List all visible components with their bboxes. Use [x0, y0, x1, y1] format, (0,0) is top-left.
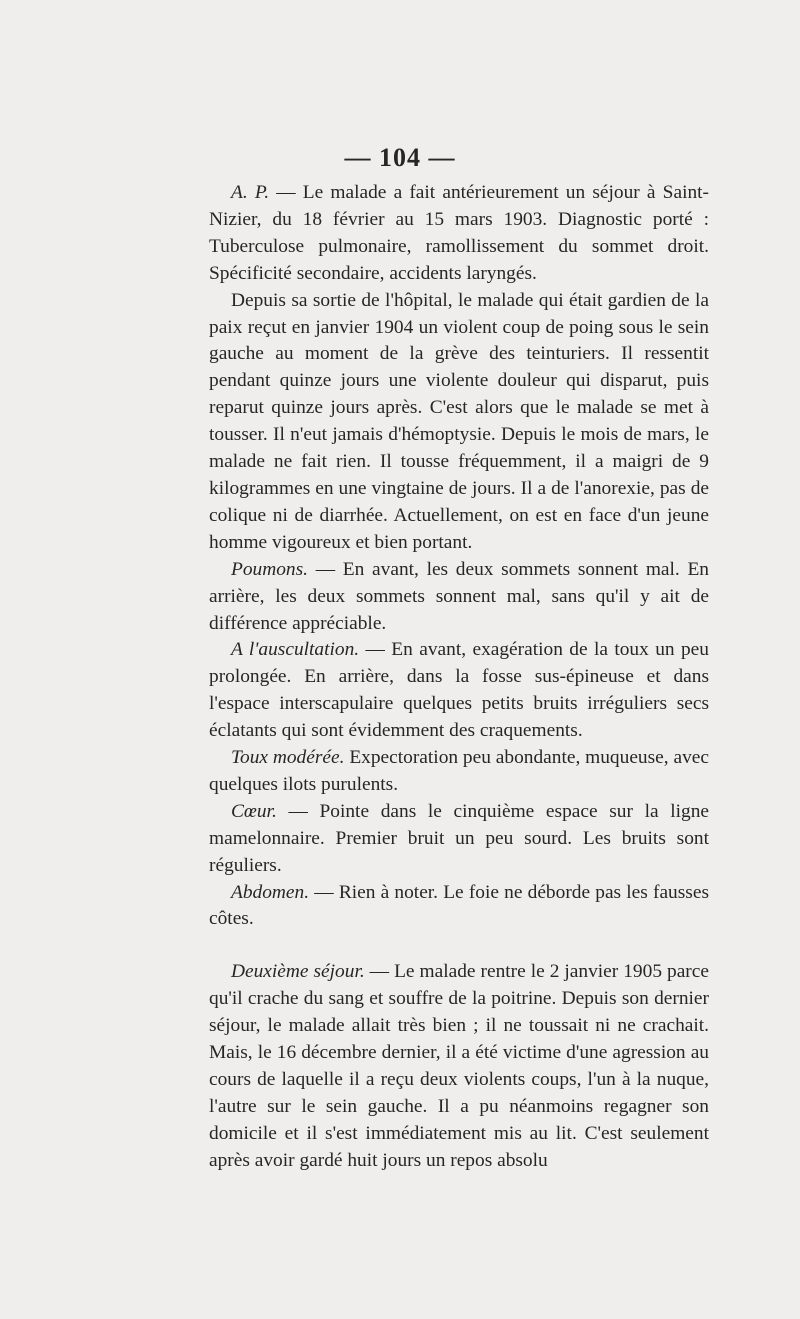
paragraph-lead: Toux modérée. [231, 747, 345, 769]
page-number: — 104 — [344, 143, 456, 172]
paragraph-lead: Abdomen. [231, 881, 310, 903]
paragraph-lead: Cœur. [231, 800, 277, 822]
paragraph-text: Expectoration peu abondante, muqueuse, avec quelques ilots purulents. [209, 747, 709, 795]
paragraph-text: Depuis sa sortie de l'hôpital, le malade qui était gardien de la paix reçut en janvier 1904 un violent coup de poing sous le sein gauche au moment de la grève des teinturiers. Il ressentit pendant quinze jours une violente douleur qui disparut, puis reparut quinze jours après. C'est alors que le malade se met à tousser. Il n'eut jamais d'hémoptysie. Depuis le mois de mars, le malade ne fait rien. Il tousse fréquemment, il a maigri de 9 kilogrammes en une vingtaine de jours. Il a de l'anorexie, pas de colique ni de diarrhée. Actuellement, on est en face d'un jeune homme vigoureux et bien portant. [209, 289, 709, 553]
paragraph-text: — Le malade rentre le 2 janvier 1905 parce qu'il crache du sang et souffre de la poitrine. Depuis son dernier séjour, le malade allait très bien ; il ne toussait ni ne crachait. Mais, le 16 décembre dernier, il a été victime d'une agression au cours de laquelle il a reçu deux violents coups, l'un à la nuque, l'autre sur le sein gauche. Il a pu néanmoins regagner son domicile et il s'est immédiatement mis au lit. C'est seulement après avoir gardé huit jours un repos absolu [209, 961, 709, 1171]
paragraph-lead: A. P. [231, 182, 270, 203]
paragraph-coeur [209, 799, 709, 880]
paragraph-lead: Poumons. [231, 558, 309, 580]
paragraph-auscultation [209, 637, 709, 745]
paragraph-toux [209, 745, 709, 799]
paragraph-poumons [209, 557, 709, 638]
paragraph-abdomen [209, 880, 709, 934]
paragraph-text: — En avant, les deux sommets sonnent mal. En arrière, les deux sommets sonnent mal, sans qu'il y ait de différence appréciable. [209, 558, 709, 634]
paragraph-text: — Rien à noter. Le foie ne déborde pas les fausses côtes. [209, 881, 709, 930]
paragraph-text: — Le malade a fait antérieurement un séjour à Saint-Nizier, du 18 février au 15 mars 1903. Diagnostic porté : Tuberculose pulmonaire, ramollissement du sommet droit. Spécificité secondaire, accidents laryngés. [209, 182, 710, 284]
paragraph-case-intro [209, 180, 709, 288]
paragraph-lead: A l'auscultation. [231, 639, 360, 661]
paragraph-history [209, 288, 709, 557]
paragraph-lead: Deuxième séjour. [231, 961, 365, 983]
paragraph-text: — Pointe dans le cinquième espace sur la ligne mamelonnaire. Premier bruit un peu sourd. Les bruits sont réguliers. [209, 800, 709, 876]
paragraph-text: — En avant, exagération de la toux un peu prolongée. En arrière, dans la fosse sus-épineuse et dans l'espace interscapulaire quelques petits bruits irréguliers secs éclatants qui sont évidemment des craquements. [209, 639, 709, 742]
body-text [209, 180, 709, 1175]
paragraph-deuxieme-sejour [209, 959, 709, 1174]
